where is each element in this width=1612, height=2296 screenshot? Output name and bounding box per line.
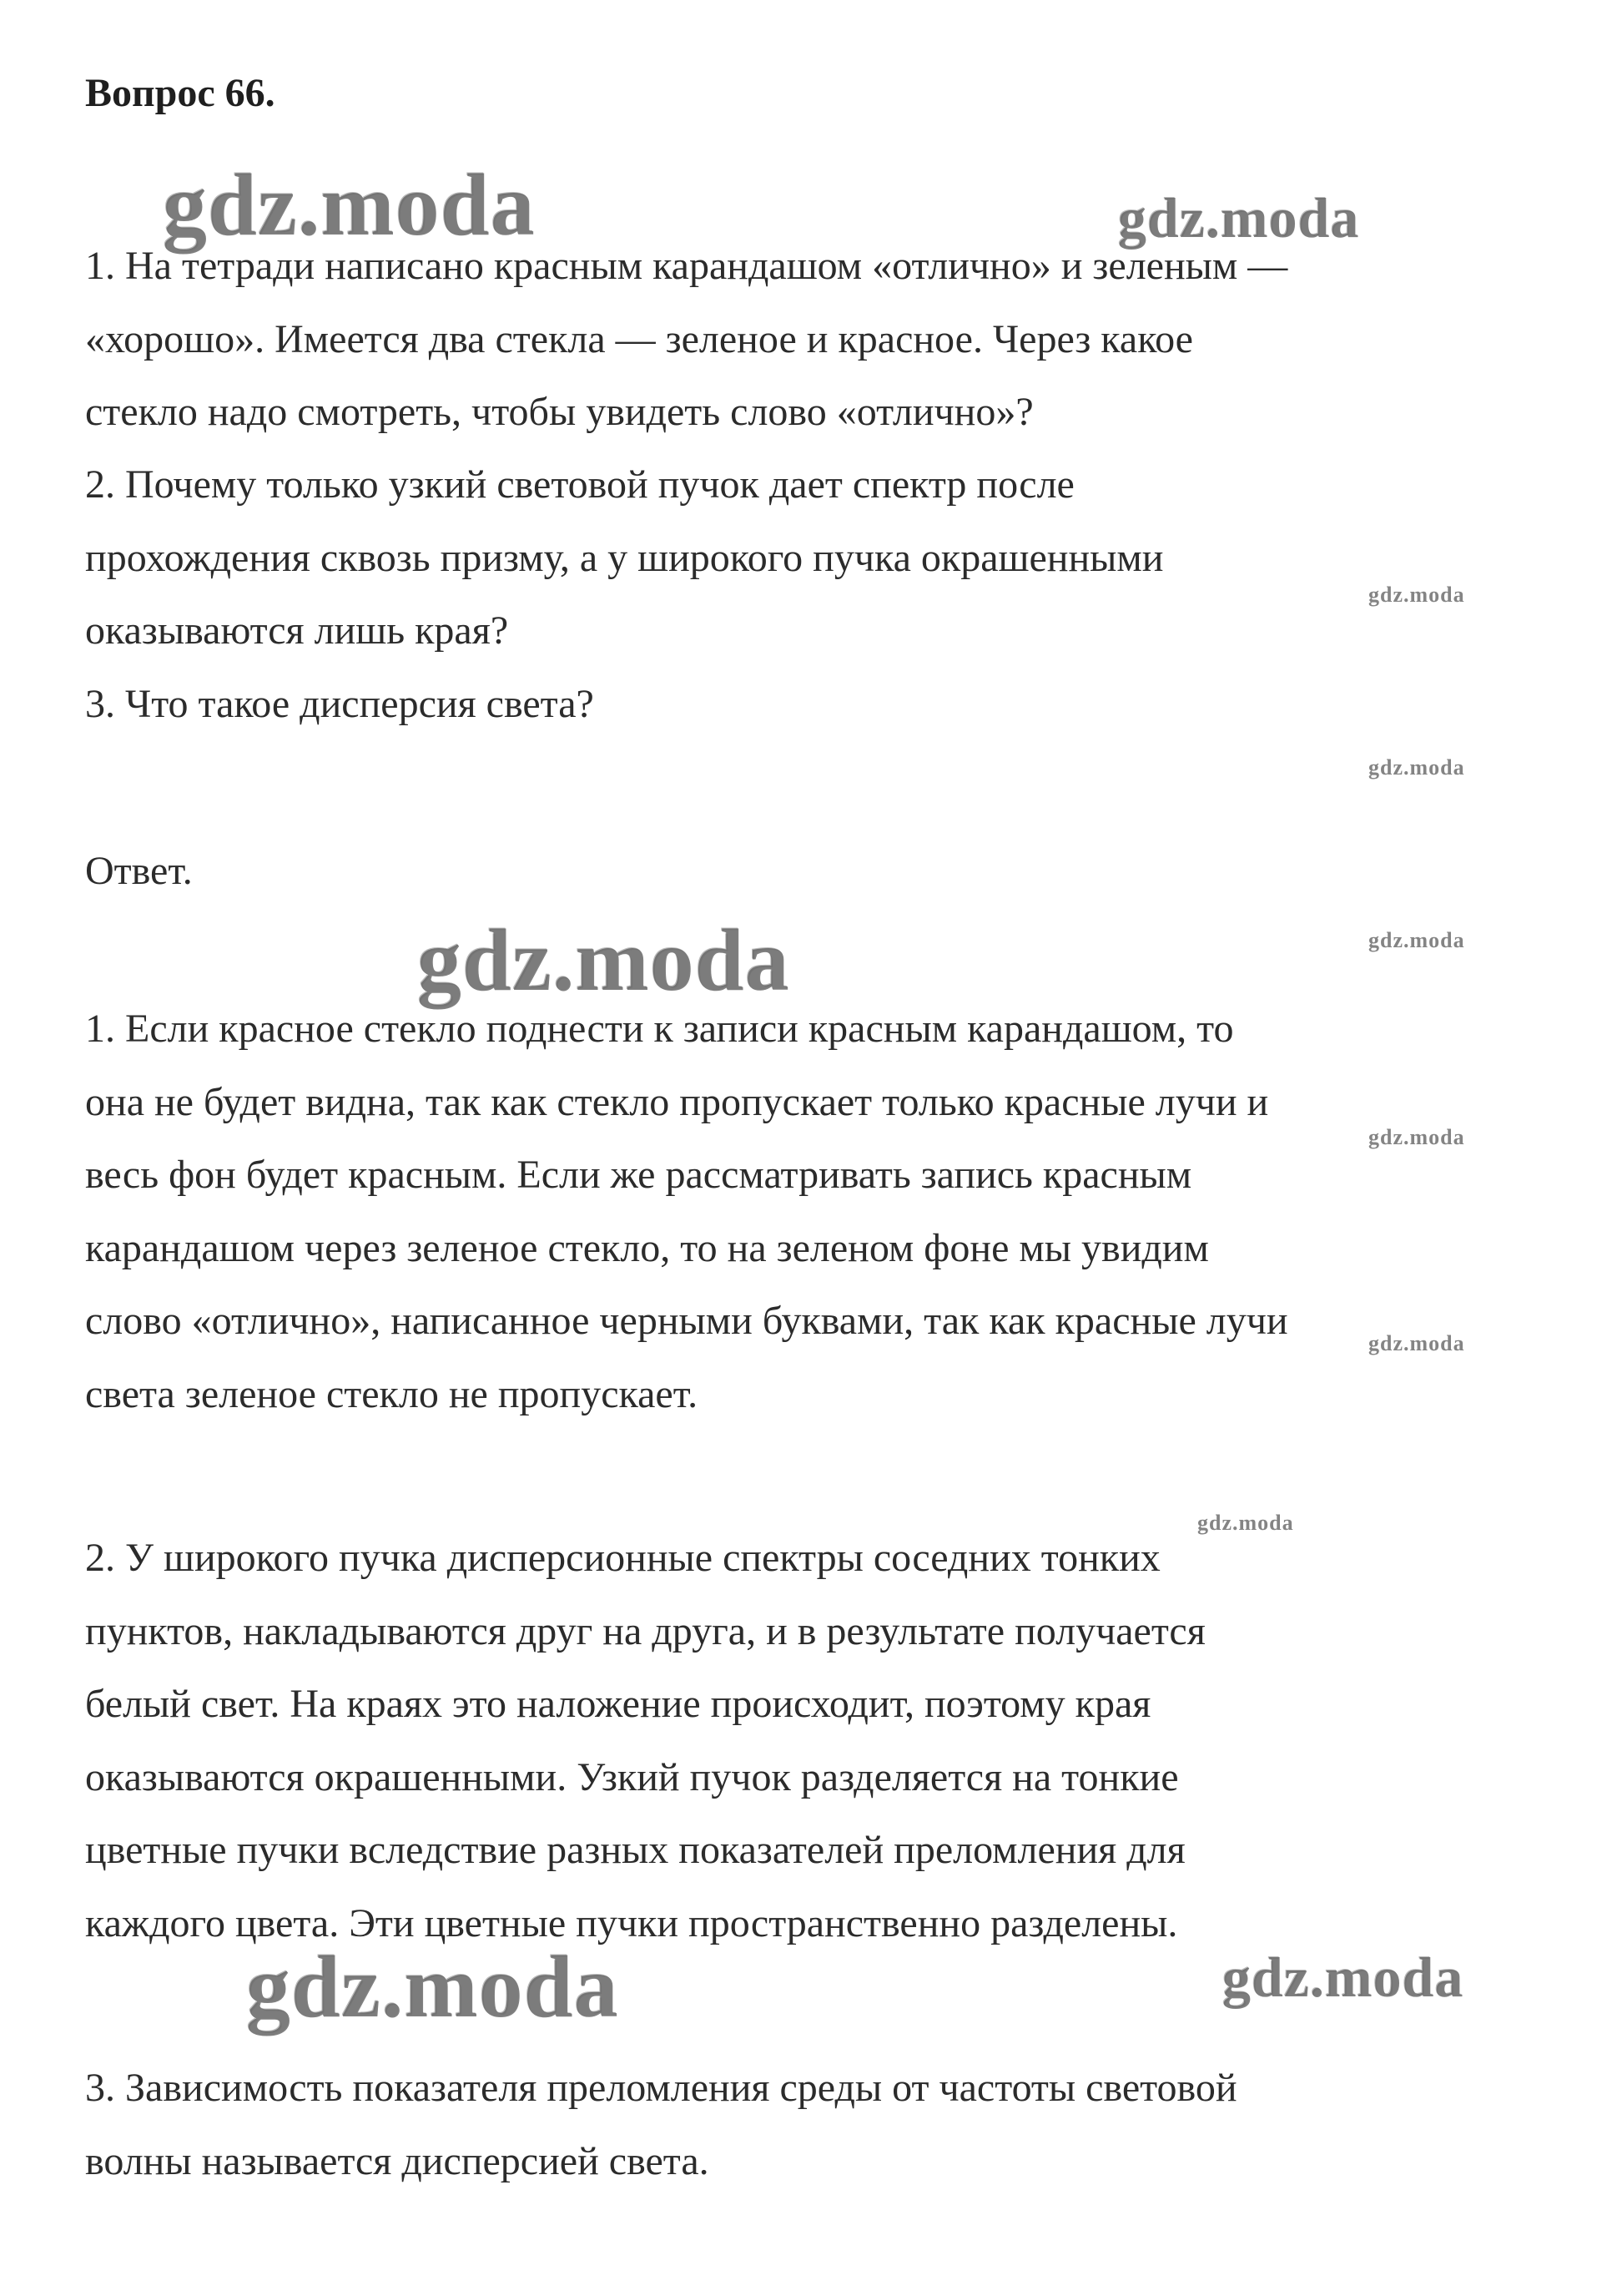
answer-2-line: оказываются окрашенными. Узкий пучок разделяется на тонкие — [85, 1754, 1179, 1799]
watermark-small: gdz.moda — [1368, 928, 1465, 952]
question-2-line: 2. Почему только узкий световой пучок дает спектр после — [85, 462, 1075, 507]
answer-1 — [85, 992, 1288, 1431]
answer-1-line: слово «отлично», написанное черными буквами, так как красные лучи — [85, 1299, 1288, 1343]
answer-1-line: весь фон будет красным. Если же рассматривать запись красным — [85, 1153, 1192, 1197]
answer-2 — [85, 1521, 1206, 1960]
question-1 — [85, 230, 1287, 449]
answer-2-line: цветные пучки вследствие разных показателей преломления для — [85, 1828, 1186, 1872]
watermark-small: gdz.moda — [1197, 1511, 1294, 1535]
question-3 — [85, 668, 594, 741]
answer-1-line: света зеленое стекло не пропускает. — [85, 1371, 698, 1416]
answer-1-line: карандашом через зеленое стекло, то на зеленом фоне мы увидим — [85, 1225, 1209, 1270]
question-1-line: 1. На тетради написано красным карандашом «отлично» и зеленым — — [85, 244, 1288, 288]
question-2-line: прохождения сквозь призму, а у широкого пучка окрашенными — [85, 535, 1164, 580]
watermark-small: gdz.moda — [1368, 1125, 1465, 1149]
watermark-medium: gdz.moda — [1222, 1945, 1464, 2009]
question-1-line: стекло надо смотреть, чтобы увидеть слово «отлично»? — [85, 390, 1034, 434]
answer-3-line: волны называется дисперсией света. — [85, 2138, 709, 2183]
watermark-large: gdz.moda — [417, 911, 790, 1009]
answer-1-line: она не будет видна, так как стекло пропускает только красные лучи и — [85, 1079, 1269, 1124]
question-title: Вопрос 66. — [85, 71, 275, 115]
watermark-large: gdz.moda — [163, 156, 536, 254]
answer-3 — [85, 2051, 1237, 2198]
watermark-large: gdz.moda — [246, 1938, 619, 2036]
answer-2-line: 2. У широкого пучка дисперсионные спектры соседних тонких — [85, 1536, 1161, 1580]
question-3-line: 3. Что такое дисперсия света? — [85, 682, 594, 726]
answer-2-line: пунктов, накладываются друг на друга, и в результате получается — [85, 1608, 1206, 1653]
watermark-small: gdz.moda — [1368, 755, 1465, 780]
answer-label: Ответ. — [85, 849, 193, 893]
question-2 — [85, 448, 1163, 668]
question-2-line: оказываются лишь края? — [85, 608, 509, 653]
watermark-medium: gdz.moda — [1118, 186, 1360, 250]
watermark-small: gdz.moda — [1368, 1331, 1465, 1355]
answer-2-line: белый свет. На краях это наложение происходит, поэтому края — [85, 1682, 1151, 1726]
watermark-small: gdz.moda — [1368, 583, 1465, 607]
answer-1-line: 1. Если красное стекло поднести к записи красным карандашом, то — [85, 1007, 1234, 1051]
answer-2-line: каждого цвета. Эти цветные пучки пространственно разделены. — [85, 1900, 1178, 1945]
question-1-line: «хорошо». Имеется два стекла — зеленое и красное. Через какое — [85, 316, 1193, 361]
answer-3-line: 3. Зависимость показателя преломления среды от частоты световой — [85, 2066, 1237, 2110]
